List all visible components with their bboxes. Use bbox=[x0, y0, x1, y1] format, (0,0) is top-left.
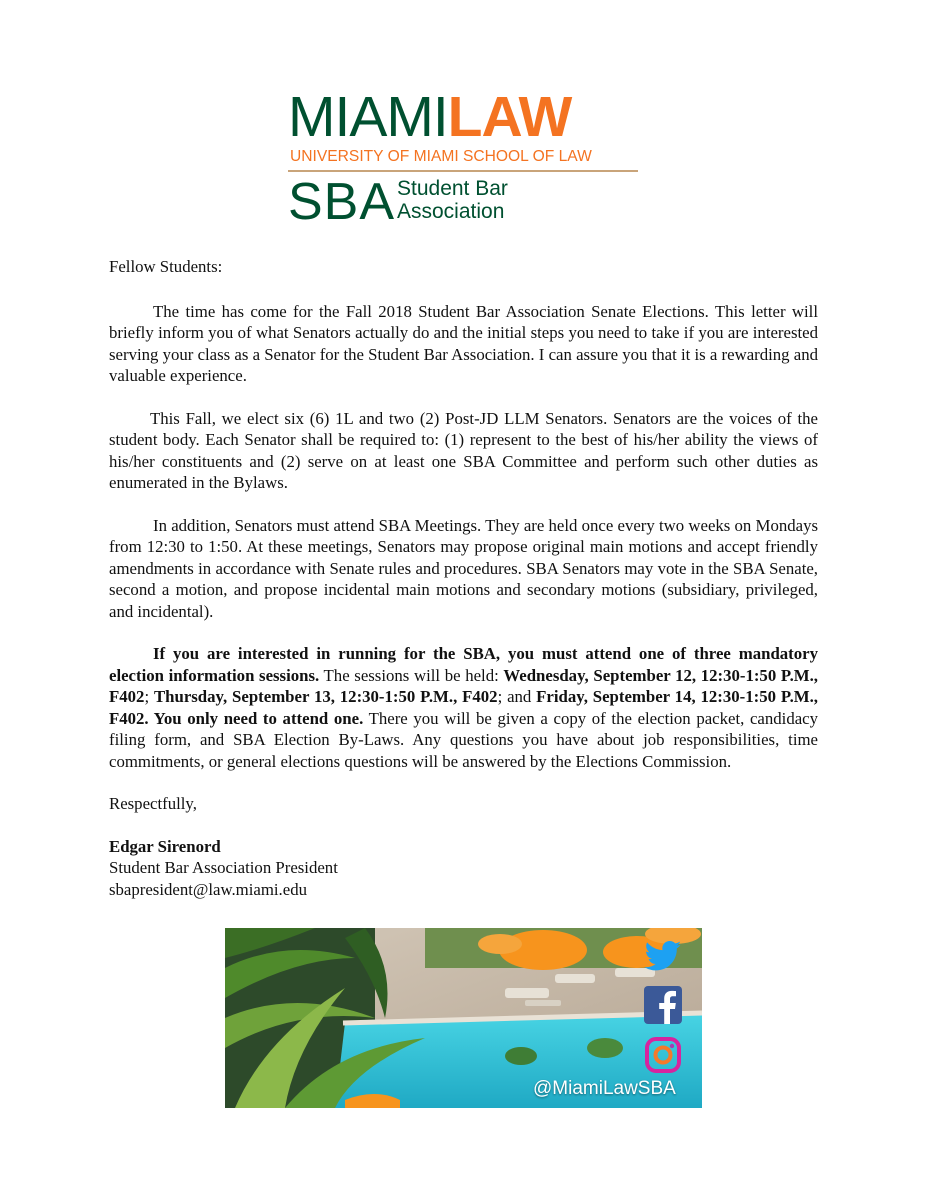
social-handle[interactable]: @MiamiLawSBA bbox=[533, 1078, 676, 1099]
letterhead bbox=[288, 86, 640, 231]
paragraph-meetings: In addition, Senators must attend SBA Meetings. They are held once every two weeks on Mondays from 12:30 to 1:50. At these meetings, Senators may propose original main motions and accept friendly amendments in accordance with Senate rules and procedures. SBA Senators may vote in the SBA Senate, second a motion, and propose incidental main motions and secondary motions (subsidiary, privileged, and incidental). bbox=[109, 515, 818, 621]
letter-body bbox=[109, 256, 818, 900]
paragraph-sessions bbox=[109, 643, 818, 772]
session-thursday: Thursday, September 13, 12:30-1:50 P.M., F402 bbox=[153, 687, 498, 706]
session-wednesday: Wednesday, September 12, 12:30-1:50 P.M., F402 bbox=[109, 665, 818, 706]
signature-email[interactable]: sbapresident@law.miami.edu bbox=[109, 879, 307, 899]
paragraph-intro: The time has come for the Fall 2018 Student Bar Association Senate Elections. This letter will briefly inform you of what Senators actually do and the initial steps you need to take if you are interested serving your class as a Senator for the Student Bar Association. I can assure you that it is a rewarding and valuable experience. bbox=[109, 301, 818, 385]
sba-full-name bbox=[397, 177, 508, 223]
signature-title: Student Bar Association President bbox=[109, 858, 338, 877]
sessions-text-c: ; and bbox=[497, 687, 537, 706]
sessions-text-d: There you will be given a copy of the election packet, candidacy filing form, and SBA Election By-Laws. Any questions you have about job responsibilities, time commitments, or general elections questions will be answered by the Elections Commission. bbox=[109, 708, 818, 771]
sba-abbrev: SBA bbox=[288, 173, 396, 231]
facebook-icon[interactable] bbox=[644, 986, 682, 1024]
sessions-text-a: The sessions will be held: bbox=[319, 665, 504, 685]
miami-law-wordmark bbox=[288, 86, 571, 148]
closing: Respectfully, bbox=[109, 794, 197, 813]
paragraph-senators: This Fall, we elect six (6) 1L and two (2) Post-JD LLM Senators. Senators are the voices of the student body. Each Senator shall be required to: (1) represent to the best of his/her ability the views of his/her constituents and (2) serve on at least one SBA Committee and perform such other duties as enumerated in the Bylaws. bbox=[109, 408, 818, 492]
salutation: Fellow Students: bbox=[109, 257, 223, 276]
brand-law: LAW bbox=[447, 85, 572, 149]
session-friday: Friday, September 14, 12:30-1:50 P.M., F402. You only need to attend one. bbox=[109, 687, 818, 728]
sba-name-line1: Student Bar bbox=[397, 177, 508, 200]
sessions-text-b: ; bbox=[144, 687, 154, 706]
instagram-icon[interactable] bbox=[644, 1036, 682, 1074]
sessions-intro: If you are interested in running for the SBA, you must attend one of three mandatory election information sessions. bbox=[109, 644, 818, 685]
twitter-icon[interactable] bbox=[644, 940, 682, 974]
signature-name: Edgar Sirenord bbox=[109, 836, 221, 856]
brand-miami: MIAMI bbox=[288, 85, 448, 149]
letterhead-divider bbox=[288, 170, 638, 172]
sba-name-line2: Association bbox=[397, 200, 505, 223]
university-name: UNIVERSITY OF MIAMI SCHOOL OF LAW bbox=[290, 148, 592, 165]
